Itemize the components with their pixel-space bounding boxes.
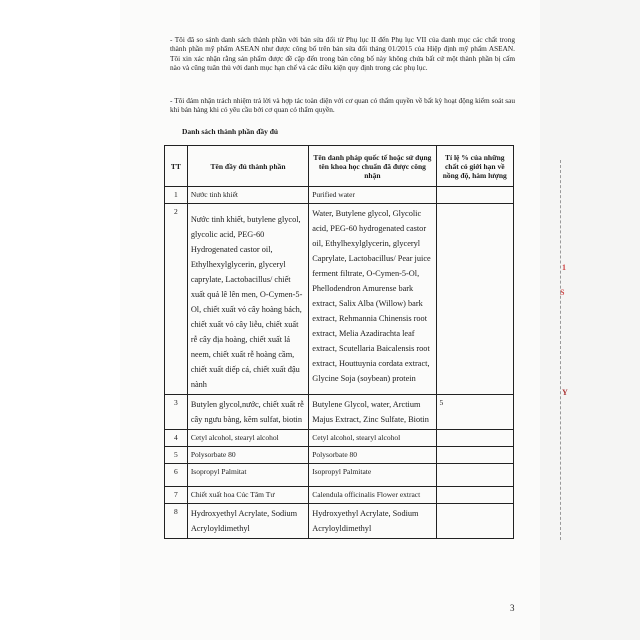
cell-inci: Isopropyl Palmitate — [309, 464, 436, 487]
table-row — [165, 430, 514, 447]
table-row — [165, 204, 514, 395]
cell-percent — [436, 430, 513, 447]
header-full-name: Tên đầy đủ thành phần — [187, 146, 308, 187]
cell-full-name: Butylen glycol,nước, chiết xuất rễ cây ngưu bàng, kẽm sulfat, biotin — [187, 395, 308, 430]
cell-percent — [436, 447, 513, 464]
header-tt: TT — [165, 146, 188, 187]
section-title: Danh sách thành phần đầy đủ — [182, 127, 279, 136]
cell-full-name: Hydroxyethyl Acrylate, Sodium Acryloyldimethyl — [187, 504, 308, 539]
declaration-paragraph-1: - Tôi đã so sánh danh sách thành phần với bản sửa đổi từ Phụ lục II đến Phụ lục VII của danh mục các chất trong thành phần mỹ phẩm ASEAN như được công bố trên bản sửa đổi tháng 01/2015 của Hiệp định mỹ phẩm ASEAN. Tôi xin xác nhận rằng sản phẩm được đề cập đến trong bản công bố này không chứa bất cứ một thành phần bị cấm nào và cũng tuân thủ với danh mục hạn chế và các điều kiện quy định trong các phụ lục. — [170, 35, 515, 73]
cell-percent — [436, 504, 513, 539]
adjacent-page-edge: 1 S Y — [540, 0, 640, 640]
cell-tt: 2 — [165, 204, 188, 395]
cell-inci: Calendula officinalis Flower extract — [309, 487, 436, 504]
cell-inci: Hydroxyethyl Acrylate, Sodium Acryloyldimethyl — [309, 504, 436, 539]
declaration-paragraph-2: - Tôi đảm nhận trách nhiệm trả lời và hợp tác toàn diện với cơ quan có thẩm quyền về bất kỳ hoạt động kiểm soát sau khi bán hàng khi có yêu cầu bởi cơ quan có thẩm quyền. — [170, 96, 515, 115]
cell-inci: Purified water — [309, 187, 436, 204]
ingredients-table — [164, 145, 514, 539]
table-header-row — [165, 146, 514, 187]
cell-full-name: Isopropyl Palmitat — [187, 464, 308, 487]
cell-percent — [436, 487, 513, 504]
cell-tt: 1 — [165, 187, 188, 204]
cell-tt: 7 — [165, 487, 188, 504]
table-row — [165, 187, 514, 204]
cell-tt: 6 — [165, 464, 188, 487]
cell-percent: 5 — [436, 395, 513, 430]
header-percent: Tỉ lệ % của những chất có giới hạn về nồng độ, hàm lượng — [436, 146, 513, 187]
table-row — [165, 395, 514, 430]
table-row — [165, 447, 514, 464]
cell-tt: 8 — [165, 504, 188, 539]
cell-tt: 4 — [165, 430, 188, 447]
page-number: 3 — [510, 603, 515, 613]
cell-percent — [436, 464, 513, 487]
cell-inci: Butylene Glycol, water, Arctium Majus Extract, Zinc Sulfate, Biotin — [309, 395, 436, 430]
cell-inci: Cetyl alcohol, stearyl alcohol — [309, 430, 436, 447]
cell-inci: Water, Butylene glycol, Glycolic acid, PEG-60 hydrogenated castor oil, Ethylhexylglycerin, glyceryl Caprylate, Lactobacillus/ Pear juice ferment filtrate, O-Cymen-5-Ol, Phellodendron Amurense bark extract, Salix Alba (Willow) bark extract, Rehmannia Chinensis root extract, Melia Azadirachta leaf extract, Scutellaria Baicalensis root extract, Houttuynia cordata extract, Glycine Soja (soybean) protein — [309, 204, 436, 395]
cell-full-name: Nước tinh khiết — [187, 187, 308, 204]
cell-inci: Polysorbate 80 — [309, 447, 436, 464]
cell-tt: 3 — [165, 395, 188, 430]
cell-full-name: Chiết xuất hoa Cúc Tâm Tư — [187, 487, 308, 504]
table-row — [165, 464, 514, 487]
cell-full-name: Nước tinh khiết, butylene glycol, glycolic acid, PEG-60 Hydrogenated castor oil, Ethylhexylglycerin, glyceryl caprylate, Lactobacillus/ chiết xuất quả lê lên men, O-Cymen-5-Ol, chiết xuất vỏ cây hoàng bách, chiết xuất vỏ cây liễu, chiết xuất rễ cây địa hoàng, chiết xuất lá neem, chiết xuất rễ hoàng cầm, chiết xuất diếp cá, chiết xuất đậu nành — [187, 204, 308, 395]
cell-full-name: Cetyl alcohol, stearyl alcohol — [187, 430, 308, 447]
header-inci: Tên danh pháp quốc tế hoặc sử dụng tên khoa học chuẩn đã được công nhận — [309, 146, 436, 187]
cell-percent — [436, 187, 513, 204]
table-row — [165, 504, 514, 539]
page-divider — [560, 160, 562, 540]
table-row — [165, 487, 514, 504]
cell-percent — [436, 204, 513, 395]
cell-tt: 5 — [165, 447, 188, 464]
cell-full-name: Polysorbate 80 — [187, 447, 308, 464]
